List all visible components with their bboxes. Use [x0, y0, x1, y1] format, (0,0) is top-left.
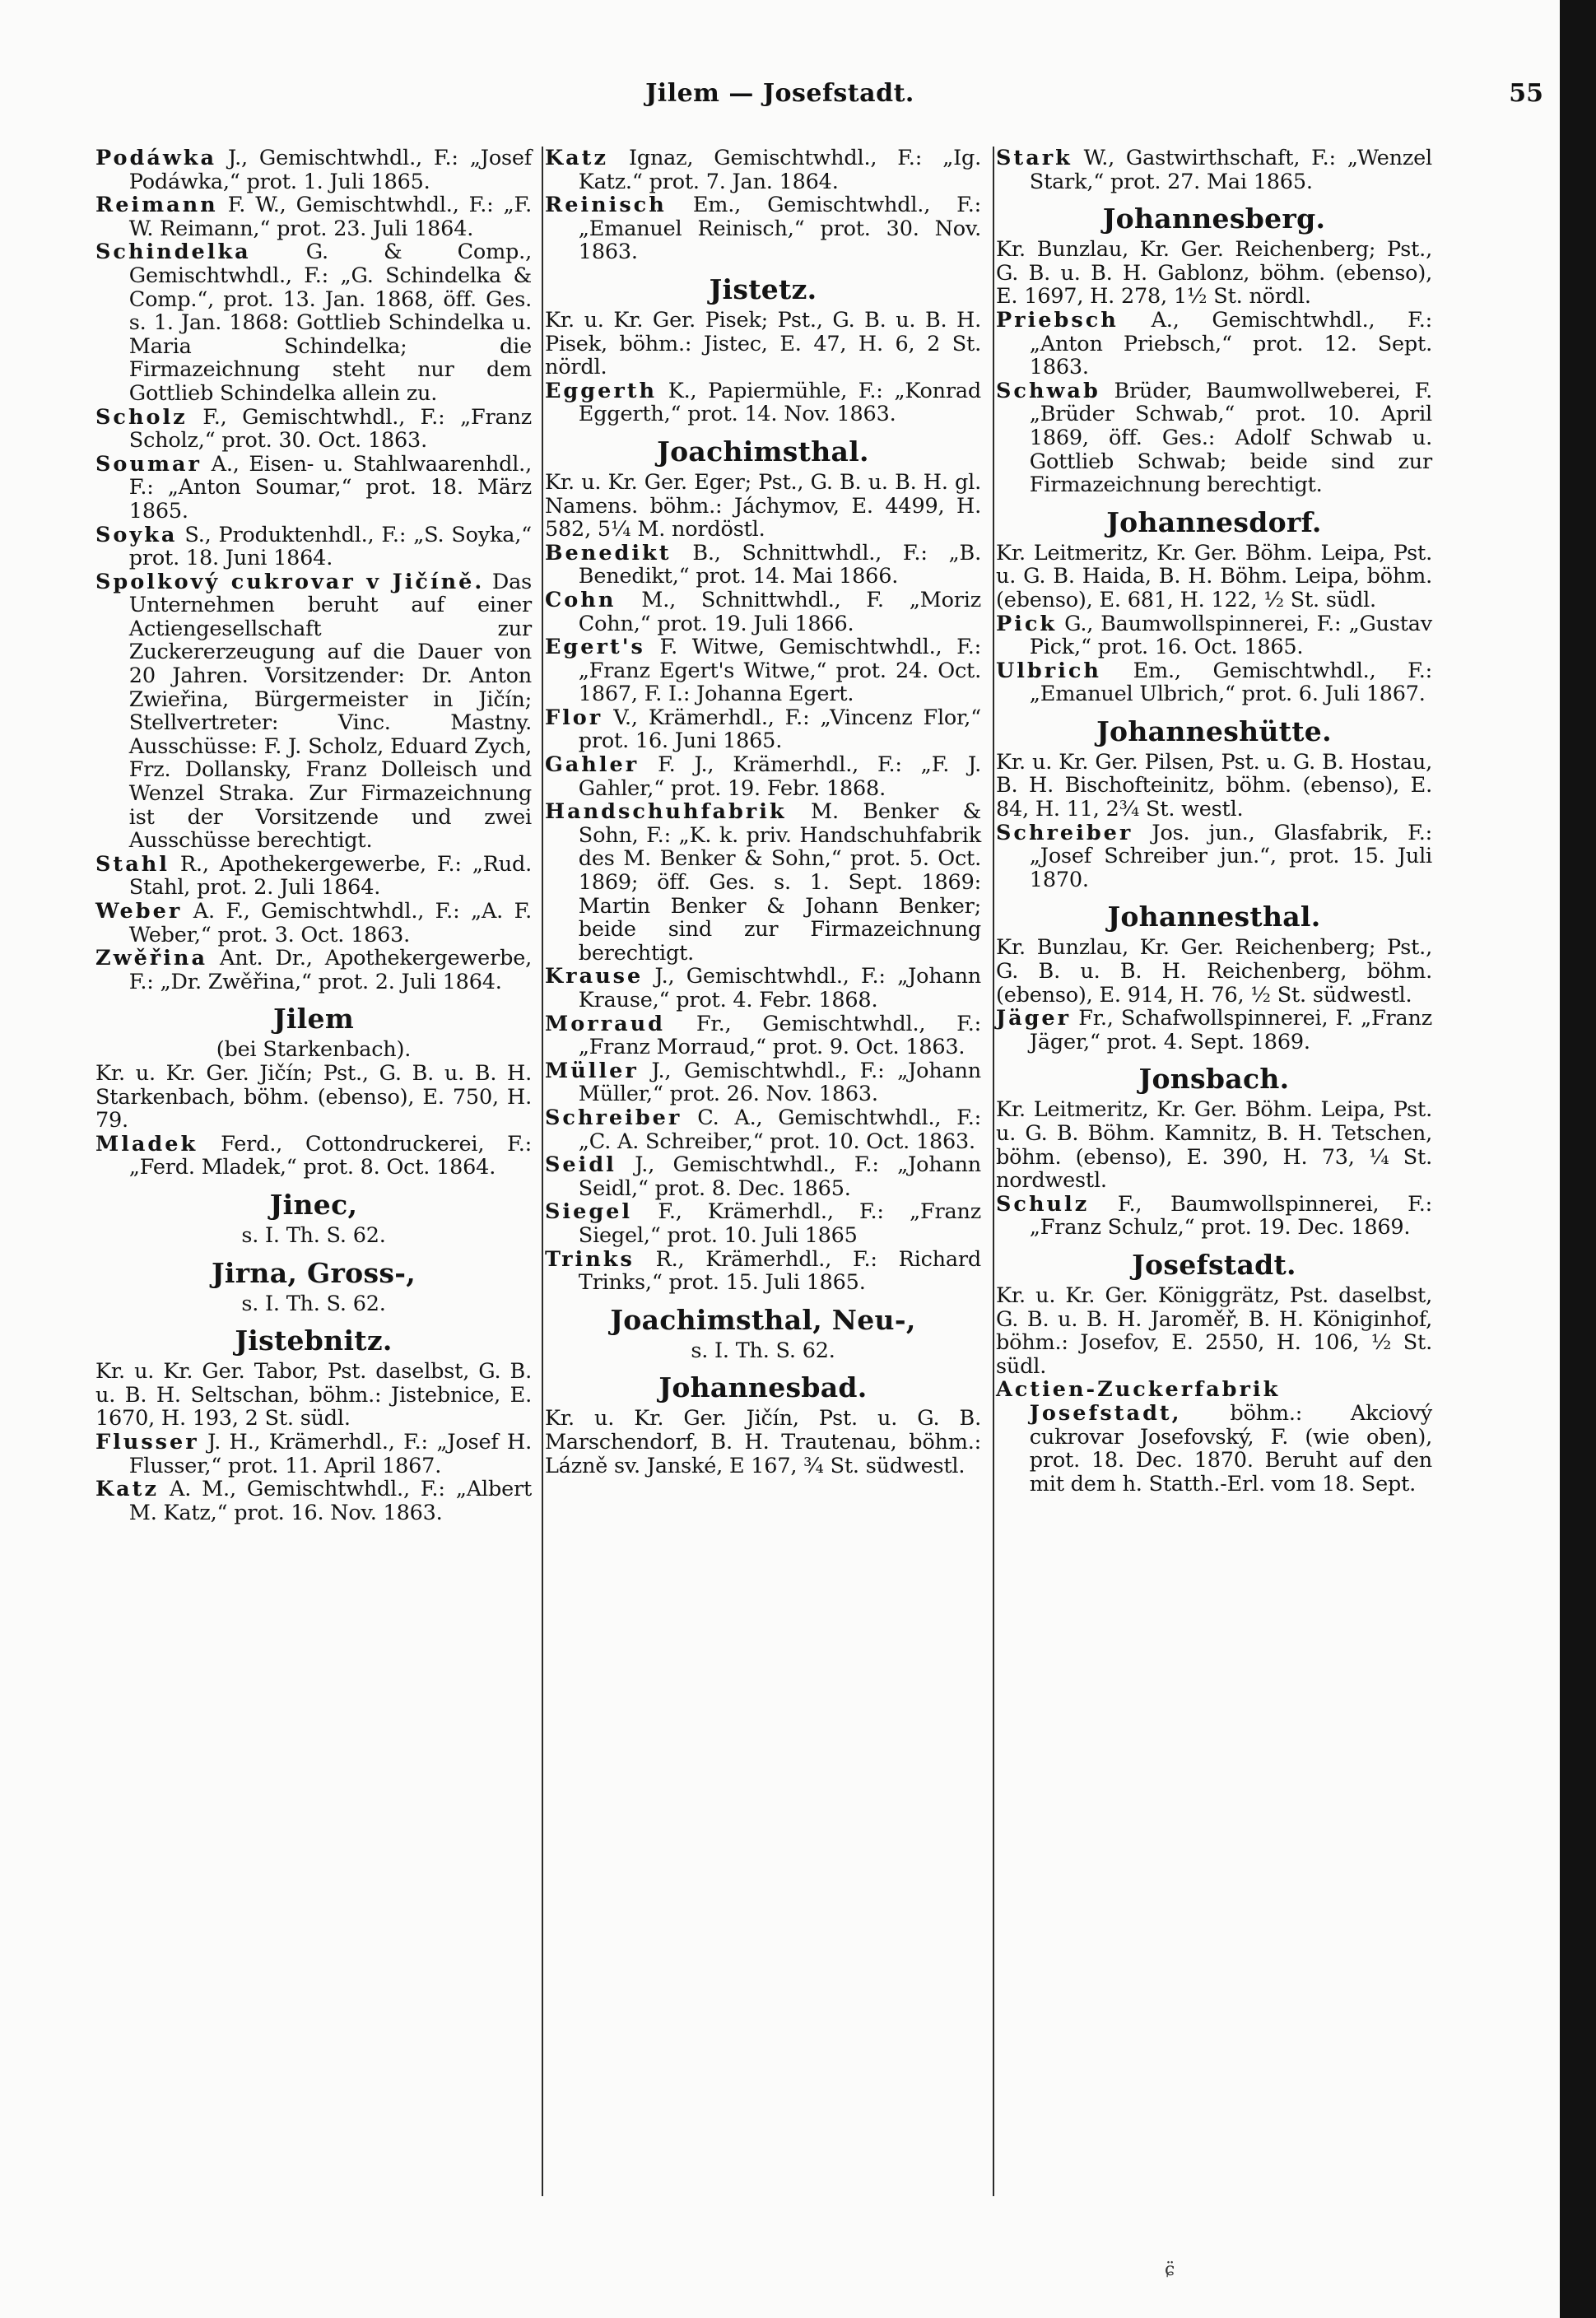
place-description: Kr. u. Kr. Ger. Jičín; Pst., G. B. u. B. H. Starkenbach, böhm. (ebenso), E. 750, H. 79.	[95, 1060, 532, 1133]
firm-name: Stahl	[95, 851, 170, 877]
header-title: Jilem — Josefstadt.	[645, 79, 914, 108]
entry-text: W., Gastwirthschaft, F.: „Wenzel Stark,“ prot. 27. Mai 1865.	[1029, 146, 1432, 194]
firm-name: Soyka	[95, 522, 178, 547]
entry-text: G., Baumwollspinnerei, F.: „Gustav Pick,“ prot. 16. Oct. 1865.	[1029, 611, 1432, 660]
place-heading: Jilem	[272, 1003, 355, 1036]
place-heading: Jistebnitz.	[235, 1324, 393, 1357]
register-entry	[996, 1378, 1432, 1496]
firm-name: Handschuhfabrik	[545, 799, 787, 825]
register-entry	[996, 822, 1432, 892]
entry-text: M. Benker & Sohn, F.: „K. k. priv. Handschuhfabrik des M. Benker & Sohn,“ prot. 5. Oct. 1869; öff. Ges. s. 1. Sept. 1869: Martin Benker & Johann Benker; beide sind zur Firmazeichnung berechtigt.	[578, 799, 981, 966]
place-heading: Johannesthal.	[1107, 901, 1321, 933]
register-entry	[545, 379, 981, 426]
firm-name: Schulz	[996, 1191, 1090, 1217]
entry-text: Fr., Gemischtwhdl., F.: „Franz Morraud,“ prot. 9. Oct. 1863.	[578, 1011, 981, 1060]
entry-text: J., Gemischtwhdl., F.: „Johann Krause,“ prot. 4. Febr. 1868.	[578, 964, 981, 1012]
place-heading: Johannesdorf.	[1106, 505, 1322, 538]
firm-name: Flor	[545, 705, 603, 730]
entry-text: J., Gemischtwhdl., F.: „Johann Müller,“ prot. 26. Nov. 1863.	[578, 1058, 981, 1107]
entry-text: Ant. Dr., Apothekergewerbe, F.: „Dr. Zwěřina,“ prot. 2. Juli 1864.	[128, 946, 532, 994]
firm-name: Morraud	[545, 1011, 665, 1036]
register-entry	[95, 947, 532, 994]
register-entry	[95, 853, 532, 900]
place-description: Kr. u. Kr. Ger. Jičín, Pst. u. G. B. Marschendorf, B. H. Trautenau, böhm.: Lázně sv. Janské, E 167, ¾ St. südwestl.	[545, 1406, 981, 1478]
entry-text: J., Gemischtwhdl., F.: „Johann Seidl,“ prot. 8. Dec. 1865.	[578, 1152, 981, 1201]
place-subheading: s. I. Th. S. 62.	[241, 1222, 386, 1248]
entry-text: R., Krämerhdl., F.: Richard Trinks,“ prot. 15. Juli 1865.	[578, 1246, 981, 1296]
entry-text: S., Produktenhdl., F.: „S. Soyka,“ prot. 18. Juni 1864.	[128, 522, 532, 571]
register-entry	[996, 612, 1432, 659]
register-entry	[996, 659, 1432, 706]
place-description: Kr. Bunzlau, Kr. Ger. Reichenberg; Pst., G. B. u. B. H. Reichenberg, böhm. (ebenso), E. 914, H. 76, ½ St. südwestl.	[996, 935, 1432, 1008]
register-entry	[95, 1431, 532, 1478]
firm-name: Ulbrich	[996, 658, 1101, 683]
entry-text: C. A., Gemischtwhdl., F.: „C. A. Schreiber,“ prot. 10. Oct. 1863.	[578, 1105, 981, 1154]
register-entry	[545, 147, 981, 193]
register-entry	[545, 706, 981, 753]
firm-name: Pick	[996, 611, 1058, 636]
place-description: Kr. u. Kr. Ger. Pilsen, Pst. u. G. B. Hostau, B. H. Bischofteinitz, böhm. (ebenso), E. 84, H. 11, 2¾ St. westl.	[996, 749, 1432, 822]
place-heading: Jirna, Gross-,	[211, 1256, 416, 1289]
page-number: 55	[1509, 79, 1543, 108]
place-heading: Jistetz.	[709, 272, 817, 305]
register-entry	[545, 542, 981, 589]
firm-name: Flusser	[95, 1429, 199, 1455]
firm-name: Podáwka	[95, 146, 216, 170]
firm-name: Schreiber	[996, 820, 1133, 845]
firm-name: Müller	[545, 1058, 639, 1083]
entry-text: F., Gemischtwhdl., F.: „Franz Scholz,“ prot. 30. Oct. 1863.	[128, 404, 532, 454]
place-heading: Johanneshütte.	[1096, 714, 1332, 747]
register-entry	[996, 379, 1432, 497]
firm-name: Siegel	[545, 1199, 633, 1225]
register-entry	[996, 147, 1432, 193]
place-heading: Joachimsthal.	[657, 435, 869, 468]
register-entry	[545, 1200, 981, 1247]
entry-text: Ferd., Cottondruckerei, F.: „Ferd. Mladek,“ prot. 8. Oct. 1864.	[128, 1131, 532, 1180]
firm-name: Mladek	[95, 1131, 198, 1157]
entry-text: Jos. jun., Glasfabrik, F.: „Josef Schreiber jun.“, prot. 15. Juli 1870.	[1029, 820, 1432, 892]
register-entry	[545, 965, 981, 1012]
register-entry	[95, 240, 532, 405]
register-entry	[95, 524, 532, 570]
firm-name: Soumar	[95, 451, 202, 477]
register-entry	[545, 1106, 981, 1153]
firm-name: Scholz	[95, 404, 188, 430]
firm-name: Schwab	[996, 378, 1100, 403]
running-header	[0, 79, 1560, 120]
firm-name: Cohn	[545, 587, 617, 612]
register-entry	[545, 800, 981, 965]
place-description: Kr. u. Kr. Ger. Eger; Pst., G. B. u. B. H. gl. Namens. böhm.: Jáchymov, E. 4499, H. 582, 5¼ M. nordöstl.	[545, 469, 981, 542]
place-heading: Jonsbach.	[1138, 1063, 1290, 1096]
firm-name: Trinks	[545, 1246, 635, 1272]
register-entry	[545, 1153, 981, 1200]
register-entry	[996, 1193, 1432, 1240]
firm-name: Reinisch	[545, 193, 667, 218]
entry-text: Brüder, Baumwollweberei, F. „Brüder Schwab,“ prot. 10. April 1869, öff. Ges.: Adolf Schwab u. Gottlieb Schwab; beide sind zur Firmazeichnung berechtigt.	[1029, 378, 1432, 498]
entry-text: F. Witwe, Gemischtwhdl., F.: „Franz Egert's Witwe,“ prot. 24. Oct. 1867, F. I.: Johanna Egert.	[578, 635, 981, 707]
firm-name: Schreiber	[545, 1105, 682, 1130]
register-entry	[95, 900, 532, 947]
register-entry	[95, 570, 532, 853]
firm-name: Stark	[996, 146, 1073, 170]
register-entry	[95, 406, 532, 453]
entry-text: böhm.: Akciový cukrovar Josefovský, F. (wie oben), prot. 18. Dec. 1870. Beruht auf den mit dem h. Statth.-Erl. vom 18. Sept.	[1029, 1400, 1432, 1496]
firm-name: Reimann	[95, 193, 218, 218]
entry-text: R., Apothekergewerbe, F.: „Rud. Stahl, prot. 2. Juli 1864.	[128, 851, 532, 901]
entry-text: Em., Gemischtwhdl., F.: „Emanuel Ulbrich,“ prot. 6. Juli 1867.	[1029, 658, 1432, 707]
firm-name: Eggerth	[545, 378, 658, 403]
column-middle	[545, 147, 981, 1478]
place-heading: Jinec,	[269, 1188, 358, 1221]
firm-name: Krause	[545, 964, 644, 989]
entry-text: Ignaz, Gemischtwhdl., F.: „Ig. Katz.“ prot. 7. Jan. 1864.	[578, 146, 981, 194]
place-description: Kr. u. Kr. Ger. Tabor, Pst. daselbst, G. B. u. B. H. Seltschan, böhm.: Jistebnice, E. 1670, H. 193, 2 St. südl.	[95, 1359, 532, 1431]
register-entry	[545, 589, 981, 635]
place-description: Kr. Bunzlau, Kr. Ger. Reichenberg; Pst., G. B. u. B. H. Gablonz, böhm. (ebenso), E. 1697, H. 278, 1½ St. nördl.	[996, 237, 1432, 310]
entry-text: J. H., Krämerhdl., F.: „Josef H. Flusser,“ prot. 11. April 1867.	[128, 1429, 532, 1478]
place-heading: Johannesberg.	[1102, 202, 1326, 235]
register-entry	[545, 635, 981, 706]
register-entry	[545, 1059, 981, 1106]
register-entry	[996, 309, 1432, 379]
entry-text: A., Eisen- u. Stahlwaarenhdl., F.: „Anton Soumar,“ prot. 18. März 1865.	[128, 451, 532, 524]
entry-text: A. M., Gemischtwhdl., F.: „Albert M. Katz,“ prot. 16. Nov. 1863.	[128, 1477, 532, 1525]
place-description: Kr. u. Kr. Ger. Pisek; Pst., G. B. u. B. H. Pisek, böhm.: Jistec, E. 47, H. 6, 2 St. nördl.	[545, 307, 981, 380]
entry-text: G. & Comp., Gemischtwhdl., F.: „G. Schindelka & Comp.“, prot. 13. Jan. 1868, öff. Ges. s. 1. Jan. 1868: Gottlieb Schindelka u. Maria Schindelka; die Firmazeichnung steht nur dem Gottlieb Schindelka allein zu.	[128, 240, 532, 406]
column-rule-2	[993, 147, 994, 2196]
firm-name: Benedikt	[545, 540, 672, 566]
entry-text: Fr., Schafwollspinnerei, F. „Franz Jäger,“ prot. 4. Sept. 1869.	[1029, 1006, 1432, 1054]
register-entry	[95, 193, 532, 240]
register-entry	[95, 1133, 532, 1180]
firm-name: Schindelka	[95, 240, 251, 265]
entry-text: F., Krämerhdl., F.: „Franz Siegel,“ prot. 10. Juli 1865	[578, 1199, 981, 1248]
entry-text: A., Gemischtwhdl., F.: „Anton Priebsch,“ prot. 12. Sept. 1863.	[1029, 307, 1432, 380]
firm-name: Priebsch	[996, 307, 1119, 333]
register-entry	[545, 753, 981, 800]
entry-text: F., Baumwollspinnerei, F.: „Franz Schulz,“ prot. 19. Dec. 1869.	[1029, 1191, 1432, 1240]
register-entry	[95, 147, 532, 193]
firm-name: Gahler	[545, 752, 640, 778]
entry-text: J., Gemischtwhdl., F.: „Josef Podáwka,“ prot. 1. Juli 1865.	[128, 146, 532, 194]
scan-edge	[1560, 0, 1596, 2318]
register-entry	[95, 1478, 532, 1524]
place-description: Kr. Leitmeritz, Kr. Ger. Böhm. Leipa, Pst. u. G. B. Haida, B. H. Böhm. Leipa, böhm. (ebenso), E. 681, H. 122, ½ St. südl.	[996, 540, 1432, 612]
register-entry	[545, 193, 981, 264]
place-heading: Joachimsthal, Neu-,	[610, 1303, 916, 1336]
firm-name: Seidl	[545, 1152, 617, 1178]
column-rule-1	[542, 147, 543, 2196]
entry-text: Em., Gemischtwhdl., F.: „Emanuel Reinisch,“ prot. 30. Nov. 1863.	[578, 193, 981, 265]
firm-name: Actien-Zuckerfabrik Josefstadt,	[996, 1377, 1281, 1426]
entry-text: K., Papiermühle, F.: „Konrad Eggerth,“ prot. 14. Nov. 1863.	[578, 378, 981, 427]
place-description: Kr. Leitmeritz, Kr. Ger. Böhm. Leipa, Pst. u. G. B. Böhm. Kamnitz, B. H. Tetschen, böhm. (ebenso), E. 390, H. 73, ¼ St. nordwestl.	[996, 1097, 1432, 1194]
place-subheading: s. I. Th. S. 62.	[241, 1291, 386, 1316]
firm-name: Weber	[95, 899, 183, 924]
footer-mark: ɕ̈	[1165, 2260, 1175, 2280]
place-description: Kr. u. Kr. Ger. Königgrätz, Pst. daselbst, G. B. u. B. H. Jaroměř, B. H. Königinhof, böhm.: Josefov, E. 2550, H. 106, ½ St. südl.	[996, 1282, 1432, 1379]
entry-text: V., Krämerhdl., F.: „Vincenz Flor,“ prot. 16. Juni 1865.	[578, 705, 981, 754]
register-entry	[545, 1248, 981, 1295]
firm-name: Jäger	[996, 1006, 1072, 1031]
entry-text: M., Schnittwhdl., F. „Moriz Cohn,“ prot. 19. Juli 1866.	[578, 587, 981, 636]
place-heading: Johannesbad.	[658, 1371, 868, 1404]
register-entry	[95, 453, 532, 524]
entry-text: B., Schnittwhdl., F.: „B. Benedikt,“ prot. 14. Mai 1866.	[578, 540, 981, 589]
place-subheading: (bei Starkenbach).	[216, 1037, 412, 1063]
register-entry	[545, 1012, 981, 1059]
register-entry	[996, 1007, 1432, 1054]
firm-name: Spolkový cukrovar v Jičíně.	[95, 569, 485, 594]
column-left	[95, 147, 532, 1524]
firm-name: Zwěřina	[95, 946, 207, 971]
column-right	[996, 147, 1432, 1496]
firm-name: Katz	[95, 1477, 159, 1502]
entry-text: A. F., Gemischtwhdl., F.: „A. F. Weber,“ prot. 3. Oct. 1863.	[128, 899, 532, 947]
entry-text: F. J., Krämerhdl., F.: „F. J. Gahler,“ prot. 19. Febr. 1868.	[578, 752, 981, 801]
firm-name: Egert's	[545, 635, 645, 660]
place-subheading: s. I. Th. S. 62.	[691, 1338, 835, 1363]
entry-text: F. W., Gemischtwhdl., F.: „F. W. Reimann,“ prot. 23. Juli 1864.	[128, 193, 532, 241]
firm-name: Katz	[545, 146, 608, 170]
entry-text: Das Unternehmen beruht auf einer Actiengesellschaft zur Zuckererzeugung auf die Dauer von 20 Jahren. Vorsitzender: Dr. Anton Zwieřina, Bürgermeister in Jičín; Stellvertreter: Vinc. Mastny. Ausschüsse: F. J. Scholz, Eduard Zych, Frz. Dollansky, Franz Dolleisch und Wenzel Straka. Zur Firmazeichnung ist der Vorsitzende und zwei Ausschüsse berechtigt.	[128, 569, 532, 854]
place-heading: Josefstadt.	[1132, 1248, 1296, 1281]
